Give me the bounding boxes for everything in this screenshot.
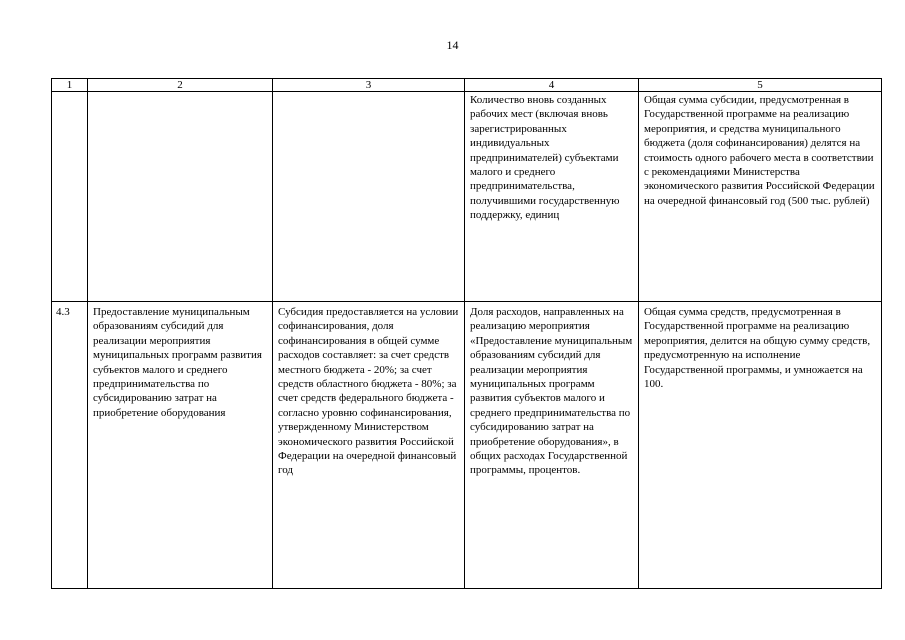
calculation-method-cell: Общая сумма средств, предусмотренная в Государственной программе на реализацию мероприятия, делится на общую сумму средств, предусмотренную на исполнение Государственной программы, и умножается на 100.	[639, 302, 882, 589]
row-number-cell: 4.3	[52, 302, 88, 589]
indicator-cell: Доля расходов, направленных на реализацию мероприятия «Предоставление муниципальным образованиям субсидий для реализации мероприятия муниципальных программ развития субъектов малого и среднего предпринимательства по субсидированию затрат на приобретение оборудования», в общих расходах Государственной программы, процентов.	[465, 302, 639, 589]
column-number-row	[52, 79, 882, 92]
measure-name-cell: Предоставление муниципальным образованиям субсидий для реализации мероприятия муниципальных программ развития субъектов малого и среднего предпринимательства по субсидированию затрат на приобретение оборудования	[88, 302, 273, 589]
column-number-4: 4	[465, 79, 639, 92]
page-number: 14	[446, 38, 459, 52]
column-number-2: 2	[88, 79, 273, 92]
indicator-cell: Количество вновь созданных рабочих мест (включая вновь зарегистрированных индивидуальных предпринимателей) субъектами малого и среднего предпринимательства, получившими государственную поддержку, единиц	[465, 92, 639, 302]
conditions-cell: Субсидия предоставляется на условии софинансирования, доля софинансирования в общей сумме расходов составляет: за счет средств местного бюджета - 20%; за счет средств областного бюджета - 80%; за счет средств федерального бюджета - согласно уровню софинансирования, утвержденному Министерством экономического развития Российской Федерации на очередной финансовый год	[273, 302, 465, 589]
measure-name-cell	[88, 92, 273, 302]
column-number-1: 1	[52, 79, 88, 92]
column-number-3: 3	[273, 79, 465, 92]
row-number-cell	[52, 92, 88, 302]
column-number-5: 5	[639, 79, 882, 92]
document-table	[51, 78, 882, 589]
table-row	[52, 92, 882, 302]
conditions-cell	[273, 92, 465, 302]
table-row	[52, 302, 882, 589]
calculation-method-cell: Общая сумма субсидии, предусмотренная в Государственной программе на реализацию мероприятия, и средства муниципального бюджета (доля софинансирования) делятся на стоимость одного рабочего места в соответствии с рекомендациями Министерства экономического развития Российской Федерации на очередной финансовый год (500 тыс. рублей)	[639, 92, 882, 302]
